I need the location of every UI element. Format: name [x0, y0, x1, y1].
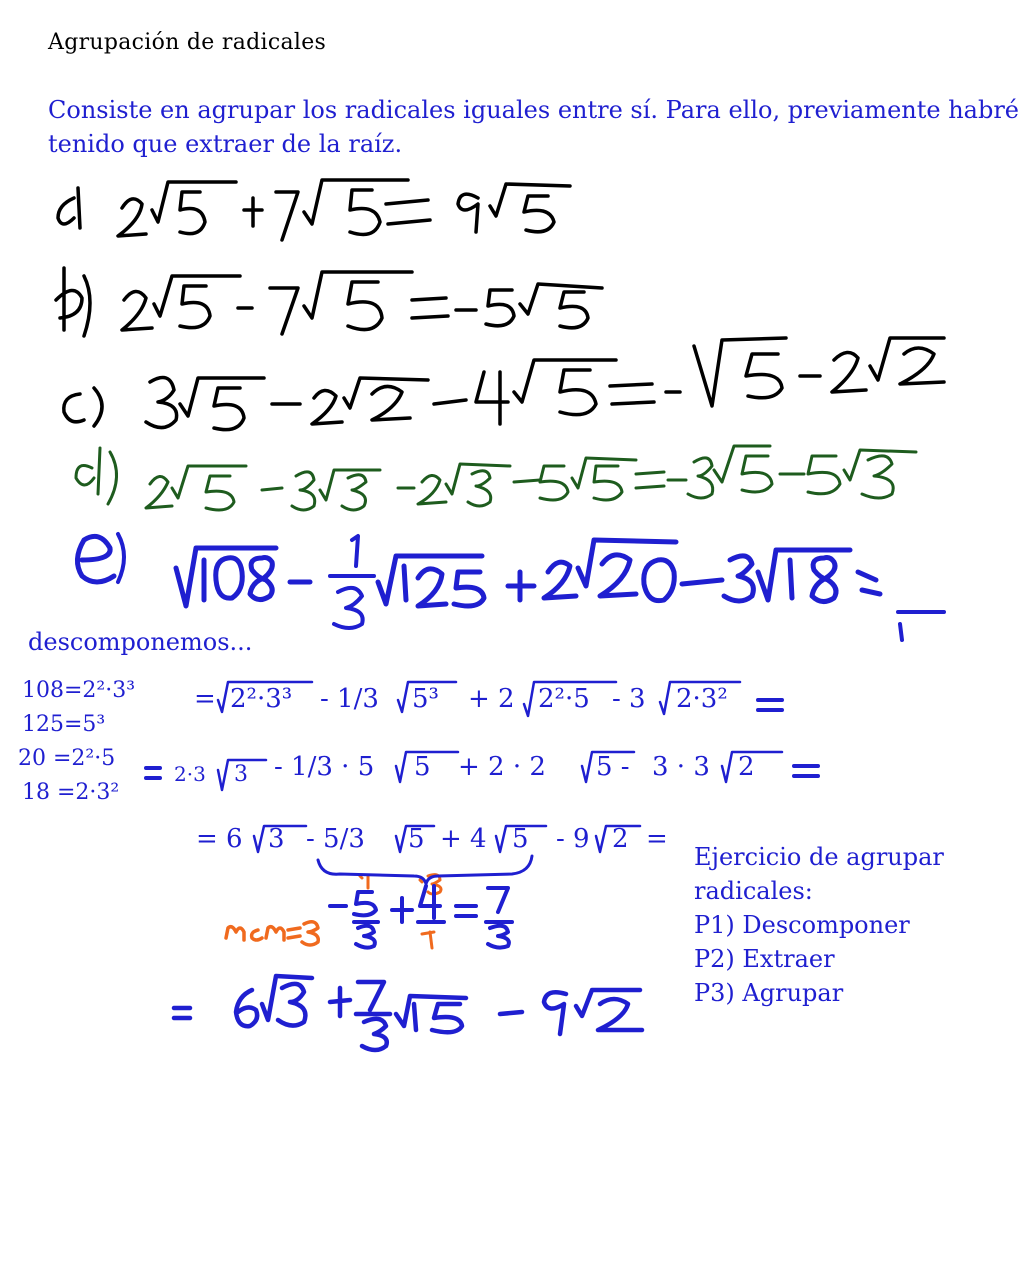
den-1	[422, 932, 434, 948]
radical-sign-open	[898, 612, 944, 640]
lcm-m	[226, 927, 244, 940]
line1-radicand-1: 2²·3³	[230, 684, 293, 714]
paren	[118, 534, 124, 582]
digit-5	[454, 572, 484, 606]
exercise-e	[77, 534, 944, 640]
digit-5	[742, 456, 772, 492]
den-3	[488, 926, 509, 948]
equals	[174, 1008, 190, 1018]
digit-5	[746, 354, 782, 398]
lcm-eq	[288, 928, 300, 938]
line3-end: =	[646, 824, 668, 854]
descomponemos-label: descomponemos...	[28, 628, 253, 656]
bold-equals	[146, 768, 160, 778]
equals	[858, 572, 880, 594]
final-result	[174, 976, 642, 1050]
digit-5	[486, 290, 514, 326]
line3-term-3: - 9	[556, 824, 590, 854]
digit-2	[146, 476, 172, 508]
fraction-den-3	[334, 588, 363, 628]
radical-sign	[446, 464, 510, 494]
lcm-3	[302, 922, 318, 945]
equals	[610, 384, 654, 404]
digit-2	[418, 475, 446, 504]
minus	[500, 1012, 522, 1014]
minus	[682, 580, 722, 584]
step-2: P2) Extraer	[694, 945, 835, 973]
digit-5	[432, 1004, 462, 1032]
step-3: P3) Agrupar	[694, 979, 844, 1007]
line1-term-2: + 2	[468, 684, 515, 714]
plus	[244, 198, 262, 226]
bold-equals	[758, 700, 782, 710]
digit-0	[644, 560, 675, 601]
line1-radicand-4: 2·3²	[676, 684, 728, 714]
step-1: P1) Descomponer	[694, 911, 910, 939]
fraction-num-1	[352, 536, 358, 566]
line1-term-3: - 3	[612, 684, 646, 714]
radical-sign	[152, 182, 236, 222]
line1-equals: =	[194, 684, 216, 714]
plus	[392, 898, 412, 922]
digit-5	[206, 476, 234, 510]
line2-term-2: + 2 · 2	[458, 752, 546, 782]
digit-3	[146, 378, 177, 428]
digit-9	[544, 992, 566, 1034]
digit-5	[180, 286, 210, 328]
radical-sign	[304, 272, 412, 318]
digit-2	[600, 555, 636, 596]
line2-radicand-2: 5	[414, 752, 431, 782]
label-e	[77, 536, 114, 582]
digit-5	[524, 196, 554, 232]
line3-radicand-3: 5	[512, 824, 529, 854]
minus	[434, 400, 466, 404]
digit-0	[216, 558, 243, 598]
document-title: Agrupación de radicales	[48, 30, 327, 55]
equals	[636, 472, 664, 488]
label-c	[64, 388, 102, 426]
digit-5	[540, 466, 568, 500]
digit-1	[790, 560, 792, 598]
digit-2	[598, 999, 642, 1030]
digit-8	[812, 558, 836, 602]
num-7	[488, 888, 508, 912]
radical-sign	[572, 458, 636, 488]
line2-coef-1: 2·3	[174, 762, 206, 786]
label-d	[76, 448, 117, 504]
line3-term-1: - 5/3	[306, 824, 365, 854]
digit-6	[236, 990, 257, 1026]
exercise-d	[76, 446, 916, 510]
num-5	[354, 892, 376, 915]
digit-3	[278, 984, 305, 1026]
plus	[330, 988, 350, 1016]
digit-5	[350, 190, 380, 234]
line2-term-3: 3 · 3	[652, 752, 710, 782]
digit-2	[372, 386, 410, 420]
digit-5	[560, 292, 588, 328]
radical-sign	[320, 470, 380, 500]
digit-2	[122, 291, 152, 330]
radical-sign	[180, 378, 264, 416]
digit-2	[832, 352, 866, 392]
radical-sign	[154, 276, 240, 316]
radical-sign	[576, 990, 640, 1016]
factorization-20: 20 =2²·5	[18, 746, 116, 771]
line1-radicand-3: 2²·5	[538, 684, 590, 714]
lcm-c	[252, 930, 262, 940]
digit-3	[342, 475, 366, 510]
exercise-c	[64, 338, 944, 430]
digit-3	[724, 556, 753, 601]
plus	[508, 572, 534, 600]
label-b	[56, 268, 90, 336]
num-7	[358, 982, 384, 1010]
lcm-m	[266, 927, 284, 940]
equals	[386, 200, 430, 224]
brace	[318, 856, 532, 884]
line1-term-1: - 1/3	[320, 684, 379, 714]
minus	[514, 480, 540, 482]
line3-start: = 6	[196, 824, 243, 854]
line3-radicand-1: 3	[268, 824, 285, 854]
mult-1	[360, 876, 368, 888]
digit-3	[468, 471, 491, 506]
radical-sign	[714, 446, 770, 482]
digit-5	[594, 466, 622, 500]
line1-radicand-2: 5³	[412, 684, 439, 714]
den-3	[356, 926, 375, 948]
digit-5	[560, 370, 596, 415]
digit-9	[458, 194, 478, 232]
digit-5	[808, 456, 840, 494]
digit-3	[292, 472, 315, 510]
digit-5	[214, 388, 244, 430]
steps-box	[694, 840, 1014, 1010]
line3-radicand-2: 5	[408, 824, 425, 854]
digit-2	[418, 569, 446, 606]
steps-heading-1: Ejercicio de agrupar	[694, 843, 944, 871]
digit-7	[276, 192, 298, 240]
factorization-125: 125=5³	[22, 712, 106, 737]
digit-2	[118, 199, 146, 236]
line3-radicand-4: 2	[612, 824, 629, 854]
digit-3	[862, 456, 893, 498]
radical-sign	[396, 996, 466, 1026]
exercise-a	[58, 180, 570, 240]
equals	[412, 298, 448, 318]
radical-sign	[344, 378, 428, 408]
factorization-18: 18 =2·3²	[22, 780, 120, 805]
factorization-108: 108=2²·3³	[22, 678, 136, 703]
line3-term-2: + 4	[440, 824, 487, 854]
digit-8	[250, 558, 272, 600]
digit-5	[348, 282, 382, 330]
digit-5	[180, 192, 205, 234]
digit-2	[900, 348, 944, 384]
digit-2	[312, 390, 342, 424]
digit-3	[688, 458, 713, 498]
steps-heading-2: radicales:	[694, 877, 813, 905]
den-3	[362, 1019, 387, 1050]
intro-paragraph: Consiste en agrupar los radicales iguales entre sí. Para ello, previamente habré tenido que extraer de la raíz.	[48, 96, 1020, 158]
exercise-b	[56, 268, 602, 336]
line2-term-1: - 1/3 · 5	[274, 752, 375, 782]
label-a	[58, 188, 80, 228]
bold-equals	[794, 766, 818, 776]
equals	[456, 906, 476, 916]
digit-1	[414, 1004, 416, 1030]
line2-radicand-3: 5 -	[596, 752, 630, 782]
radical-sign	[514, 360, 616, 402]
line2-radicand-1: 3	[234, 762, 248, 787]
line2-radicand-4: 2	[738, 752, 755, 782]
digit-2	[544, 562, 576, 598]
digit-7	[270, 288, 298, 334]
digit-1	[404, 566, 406, 600]
digit-4	[476, 372, 508, 424]
num-4	[420, 886, 440, 918]
minus	[262, 488, 282, 490]
